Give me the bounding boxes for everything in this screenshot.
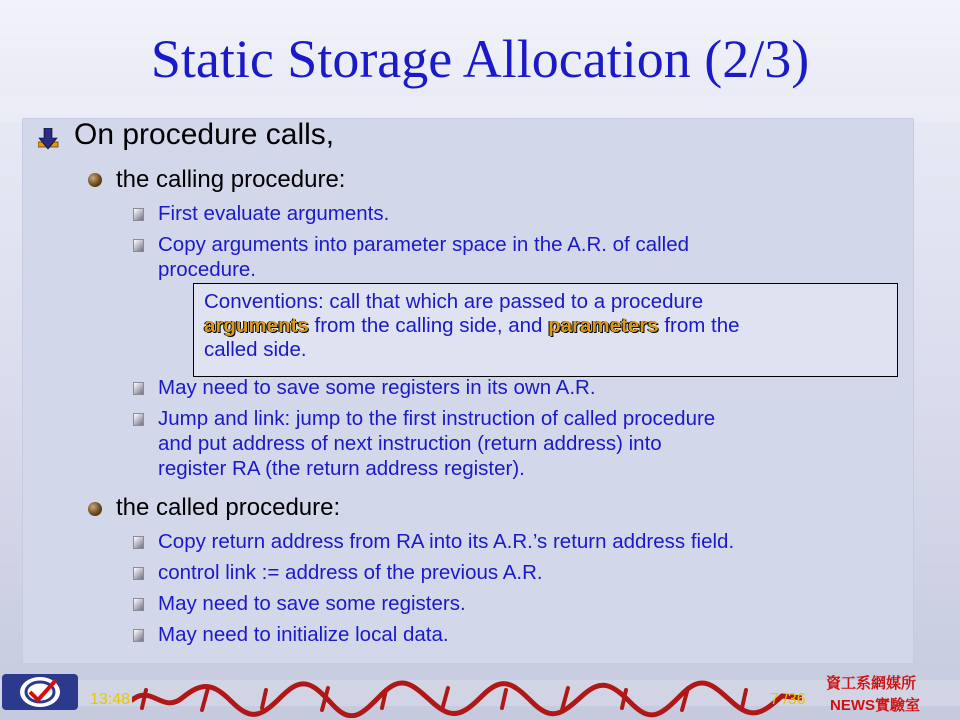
list-item: Copy arguments into parameter space in the A.R. of called [158, 233, 690, 256]
footer-time: 13:48 [90, 691, 131, 708]
list-item: May need to save some registers in its own A.R. [158, 376, 596, 399]
arrow-bullet-icon [38, 128, 60, 154]
list-item: May need to initialize local data. [158, 623, 449, 646]
small-bullet-icon [133, 382, 144, 395]
term-arguments: arguments [204, 314, 309, 337]
list-item: control link := address of the previous A.R. [158, 561, 543, 584]
small-bullet-icon [133, 239, 144, 252]
conventions-mid-text: from the calling side, and [308, 314, 549, 337]
small-bullet-icon [133, 598, 144, 611]
called-procedure-heading: the called procedure: [116, 494, 341, 521]
list-item: Copy return address from RA into its A.R.’s return address field. [158, 530, 735, 553]
decorative-scribble-border [132, 678, 802, 718]
list-item-continuation: and put address of next instruction (return address) into [158, 432, 662, 455]
conventions-line-3: called side. [204, 338, 307, 361]
list-item: May need to save some registers. [158, 592, 466, 615]
main-point: On procedure calls, [74, 118, 335, 151]
small-bullet-icon [133, 413, 144, 426]
slide-title: Static Storage Allocation (2/3) [150, 29, 810, 89]
small-bullet-icon [133, 208, 144, 221]
small-bullet-icon [133, 567, 144, 580]
conventions-note-box [193, 283, 898, 377]
small-bullet-icon [133, 629, 144, 642]
term-parameters: parameters [548, 314, 659, 337]
list-item: Jump and link: jump to the first instruction of called procedure [158, 407, 716, 430]
calling-procedure-heading: the calling procedure: [116, 166, 346, 193]
list-item-continuation: procedure. [158, 258, 257, 281]
footer-lab-name: NEWS實驗室 [830, 697, 921, 714]
list-item-continuation: register RA (the return address register). [158, 457, 525, 480]
round-bullet-icon [88, 502, 102, 516]
round-bullet-icon [88, 173, 102, 187]
list-item: First evaluate arguments. [158, 202, 390, 225]
footer-page-number: 7 /36 [770, 691, 806, 708]
conventions-line-2 [204, 314, 894, 338]
conventions-note-text [204, 290, 894, 362]
conventions-after-text: from the [658, 314, 740, 337]
small-bullet-icon [133, 536, 144, 549]
lab-logo [0, 668, 84, 720]
conventions-line-1: Conventions: call that which are passed to a procedure [204, 290, 704, 313]
footer-lab-name-chinese: 資工系網媒所 [826, 675, 917, 692]
